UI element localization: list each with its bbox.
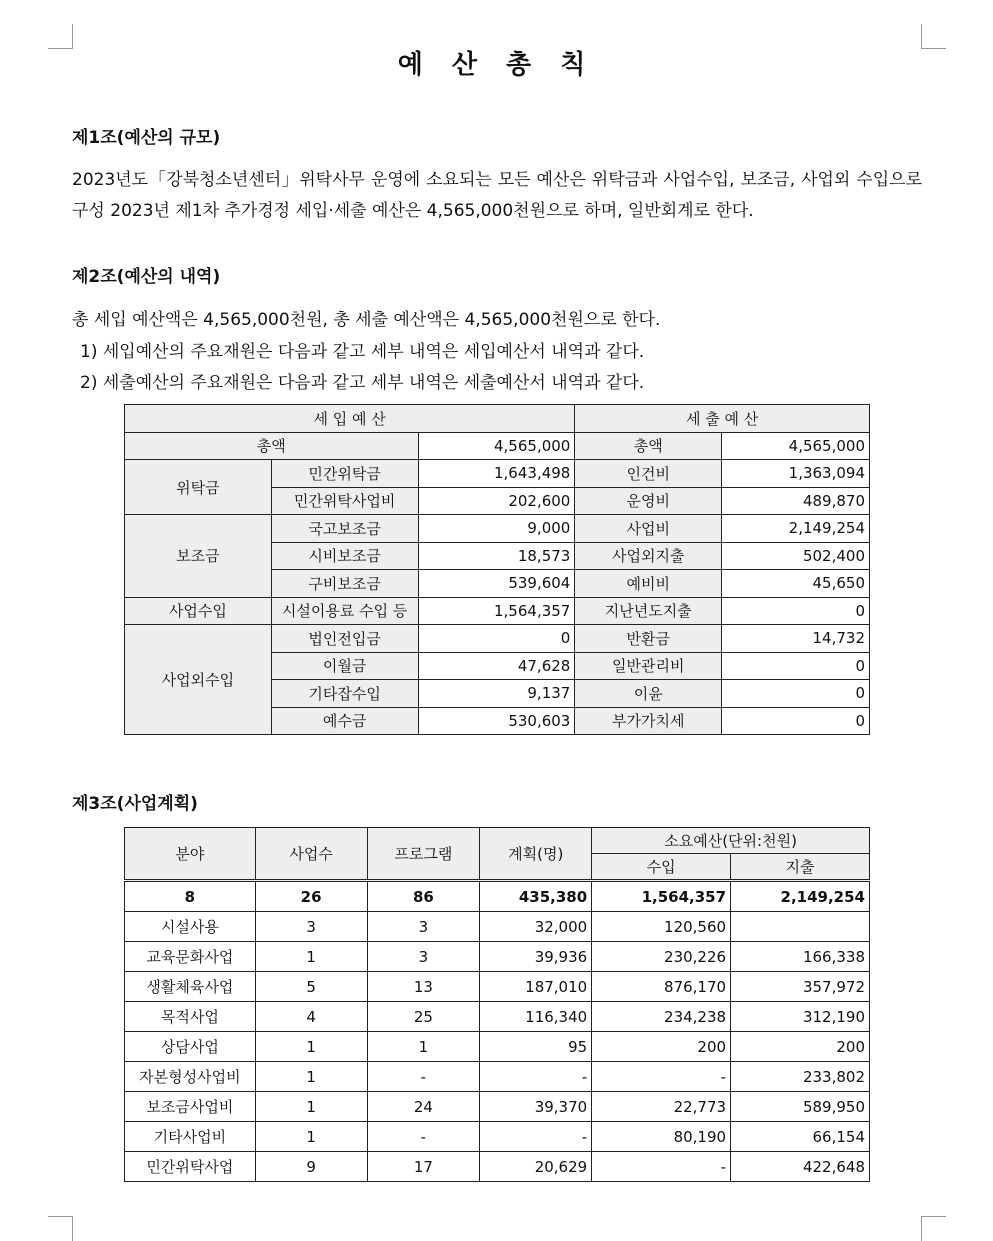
revenue-amount: 9,137 xyxy=(418,680,575,708)
table-row xyxy=(125,1152,870,1182)
expense-header: 세 출 예 산 xyxy=(575,405,870,433)
revenue-group: 사업외수입 xyxy=(125,625,272,735)
income-cell: - xyxy=(592,1062,731,1092)
header-field: 분야 xyxy=(125,828,256,881)
table-row xyxy=(125,1032,870,1062)
total-income: 1,564,357 xyxy=(592,881,731,912)
expense-amount: 502,400 xyxy=(722,542,870,570)
header-count: 사업수 xyxy=(255,828,367,881)
field-cell: 보조금사업비 xyxy=(125,1092,256,1122)
article-1-text: 2023년도「강북청소년센터」위탁사무 운영에 소요되는 모든 예산은 위탁금과 사업수입, 보조금, 사업외 수입으로 구성 2023년 제1차 추가경정 세입·세출 예산은 4,565,000천원으로 하며, 일반회계로 한다. xyxy=(72,170,922,221)
expense-amount: 0 xyxy=(722,652,870,680)
header-budget: 소요예산(단위:천원) xyxy=(592,828,870,854)
total-count: 26 xyxy=(255,881,367,912)
income-cell: 120,560 xyxy=(592,912,731,942)
count-cell: 3 xyxy=(255,912,367,942)
expense-cell: 233,802 xyxy=(731,1062,870,1092)
field-cell: 상담사업 xyxy=(125,1032,256,1062)
expense-amount: 1,363,094 xyxy=(722,460,870,488)
count-cell: 1 xyxy=(255,1032,367,1062)
business-plan-table xyxy=(124,827,870,1182)
total-program: 86 xyxy=(367,881,480,912)
revenue-amount: 539,604 xyxy=(418,570,575,598)
article-2-heading: 제2조(예산의 내역) xyxy=(72,267,221,287)
expense-amount: 14,732 xyxy=(722,625,870,653)
program-cell: 25 xyxy=(367,1002,480,1032)
income-cell: 200 xyxy=(592,1032,731,1062)
expense-item: 일반관리비 xyxy=(575,652,722,680)
revenue-item: 예수금 xyxy=(271,707,418,735)
document-title: 예 산 총 칙 xyxy=(397,50,596,80)
expense-item: 사업외지출 xyxy=(575,542,722,570)
program-cell: 3 xyxy=(367,942,480,972)
header-expense: 지출 xyxy=(731,854,870,881)
plan-cell: 116,340 xyxy=(480,1002,592,1032)
expense-amount: 0 xyxy=(722,597,870,625)
table-row xyxy=(125,1062,870,1092)
income-cell: 876,170 xyxy=(592,972,731,1002)
plan-cell: 187,010 xyxy=(480,972,592,1002)
revenue-item: 민간위탁금 xyxy=(271,460,418,488)
table-row xyxy=(125,972,870,1002)
article-3-heading: 제3조(사업계획) xyxy=(72,794,198,814)
revenue-amount: 9,000 xyxy=(418,515,575,543)
expense-item: 사업비 xyxy=(575,515,722,543)
field-cell: 목적사업 xyxy=(125,1002,256,1032)
income-cell: 22,773 xyxy=(592,1092,731,1122)
expense-cell: 200 xyxy=(731,1032,870,1062)
plan-cell: 39,936 xyxy=(480,942,592,972)
total-plan: 435,380 xyxy=(480,881,592,912)
expense-item: 부가가치세 xyxy=(575,707,722,735)
plan-cell: 20,629 xyxy=(480,1152,592,1182)
expense-cell xyxy=(731,912,870,942)
expense-item: 예비비 xyxy=(575,570,722,598)
revenue-item: 구비보조금 xyxy=(271,570,418,598)
article-1-heading: 제1조(예산의 규모) xyxy=(72,128,221,148)
revenue-item: 시비보조금 xyxy=(271,542,418,570)
expense-amount: 0 xyxy=(722,680,870,708)
income-cell: 230,226 xyxy=(592,942,731,972)
revenue-header: 세 입 예 산 xyxy=(125,405,575,433)
article-2-item-2: 2) 세출예산의 주요재원은 다음과 같고 세부 내역은 세출예산서 내역과 같다. xyxy=(80,373,645,393)
revenue-amount: 1,643,498 xyxy=(418,460,575,488)
expense-total: 4,565,000 xyxy=(722,432,870,460)
revenue-item: 민간위탁사업비 xyxy=(271,487,418,515)
expense-cell: 357,972 xyxy=(731,972,870,1002)
page-corner-mark xyxy=(48,1216,73,1241)
field-cell: 교육문화사업 xyxy=(125,942,256,972)
article-2-item-1: 1) 세입예산의 주요재원은 다음과 같고 세부 내역은 세입예산서 내역과 같다. xyxy=(80,342,645,362)
revenue-item: 시설이용료 수입 등 xyxy=(271,597,418,625)
plan-cell: - xyxy=(480,1062,592,1092)
revenue-item: 법인전입금 xyxy=(271,625,418,653)
revenue-amount: 530,603 xyxy=(418,707,575,735)
expense-item: 반환금 xyxy=(575,625,722,653)
plan-cell: - xyxy=(480,1122,592,1152)
income-cell: 80,190 xyxy=(592,1122,731,1152)
program-cell: 3 xyxy=(367,912,480,942)
expense-item: 이윤 xyxy=(575,680,722,708)
expense-cell: 66,154 xyxy=(731,1122,870,1152)
article-2-summary: 총 세입 예산액은 4,565,000천원, 총 세출 예산액은 4,565,000천원으로 한다. xyxy=(72,310,661,330)
header-program: 프로그램 xyxy=(367,828,480,881)
expense-cell: 589,950 xyxy=(731,1092,870,1122)
count-cell: 5 xyxy=(255,972,367,1002)
revenue-amount: 202,600 xyxy=(418,487,575,515)
program-cell: - xyxy=(367,1122,480,1152)
expense-amount: 489,870 xyxy=(722,487,870,515)
revenue-group: 보조금 xyxy=(125,515,272,598)
table-row xyxy=(125,912,870,942)
header-plan: 계획(명) xyxy=(480,828,592,881)
field-cell: 민간위탁사업 xyxy=(125,1152,256,1182)
program-cell: - xyxy=(367,1062,480,1092)
program-cell: 17 xyxy=(367,1152,480,1182)
expense-cell: 166,338 xyxy=(731,942,870,972)
count-cell: 1 xyxy=(255,1062,367,1092)
plan-cell: 95 xyxy=(480,1032,592,1062)
revenue-group: 위탁금 xyxy=(125,460,272,515)
expense-cell: 422,648 xyxy=(731,1152,870,1182)
revenue-total: 4,565,000 xyxy=(418,432,575,460)
revenue-item: 기타잡수입 xyxy=(271,680,418,708)
expense-item: 운영비 xyxy=(575,487,722,515)
expense-amount: 0 xyxy=(722,707,870,735)
count-cell: 1 xyxy=(255,1092,367,1122)
table-row xyxy=(125,1122,870,1152)
table-row xyxy=(125,625,870,653)
count-cell: 4 xyxy=(255,1002,367,1032)
program-cell: 13 xyxy=(367,972,480,1002)
expense-amount: 45,650 xyxy=(722,570,870,598)
count-cell: 9 xyxy=(255,1152,367,1182)
program-cell: 24 xyxy=(367,1092,480,1122)
count-cell: 1 xyxy=(255,1122,367,1152)
program-cell: 1 xyxy=(367,1032,480,1062)
revenue-total-label: 총액 xyxy=(125,432,419,460)
field-cell: 시설사용 xyxy=(125,912,256,942)
table-row xyxy=(125,460,870,488)
table-row xyxy=(125,942,870,972)
revenue-amount: 18,573 xyxy=(418,542,575,570)
plan-cell: 32,000 xyxy=(480,912,592,942)
table-row xyxy=(125,597,870,625)
expense-item: 인건비 xyxy=(575,460,722,488)
expense-item: 지난년도지출 xyxy=(575,597,722,625)
revenue-amount: 0 xyxy=(418,625,575,653)
revenue-group: 사업수입 xyxy=(125,597,272,625)
table-row xyxy=(125,1092,870,1122)
total-row xyxy=(125,881,870,912)
revenue-item: 국고보조금 xyxy=(271,515,418,543)
revenue-amount: 47,628 xyxy=(418,652,575,680)
revenue-item: 이월금 xyxy=(271,652,418,680)
field-cell: 기타사업비 xyxy=(125,1122,256,1152)
field-cell: 자본형성사업비 xyxy=(125,1062,256,1092)
expense-cell: 312,190 xyxy=(731,1002,870,1032)
total-field: 8 xyxy=(125,881,256,912)
page-corner-mark xyxy=(921,1216,946,1241)
header-income: 수입 xyxy=(592,854,731,881)
table-row xyxy=(125,515,870,543)
field-cell: 생활체육사업 xyxy=(125,972,256,1002)
income-cell: 234,238 xyxy=(592,1002,731,1032)
income-cell: - xyxy=(592,1152,731,1182)
revenue-amount: 1,564,357 xyxy=(418,597,575,625)
total-expense: 2,149,254 xyxy=(731,881,870,912)
budget-table xyxy=(124,404,870,735)
plan-cell: 39,370 xyxy=(480,1092,592,1122)
expense-amount: 2,149,254 xyxy=(722,515,870,543)
expense-total-label: 총액 xyxy=(575,432,722,460)
table-row xyxy=(125,1002,870,1032)
count-cell: 1 xyxy=(255,942,367,972)
